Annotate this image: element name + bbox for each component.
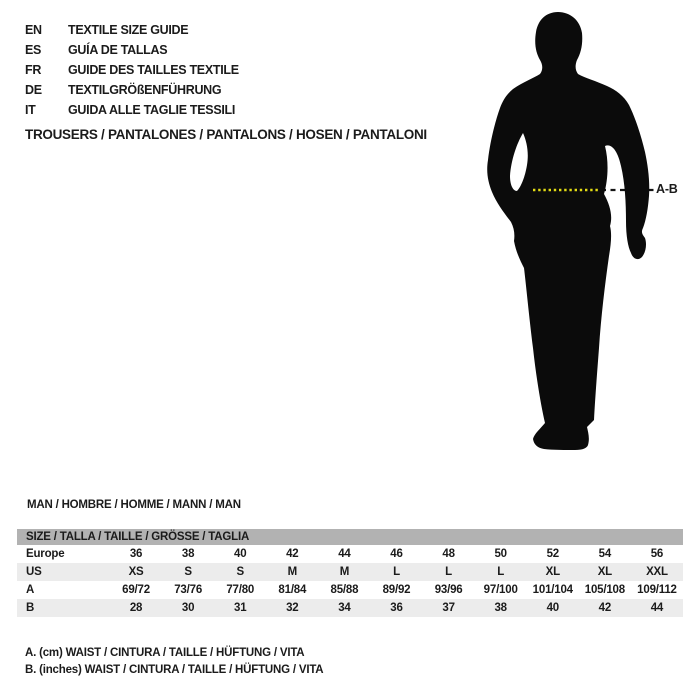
size-cell: 46 <box>390 548 403 560</box>
guide-title-fr: GUIDE DES TAILLES TEXTILE <box>68 63 239 77</box>
size-cell: 54 <box>598 548 612 560</box>
table-row-us <box>17 563 683 581</box>
size-cell: 101/104 <box>532 584 573 596</box>
size-cell: 42 <box>286 548 299 560</box>
measurement-label: A-B <box>656 182 678 196</box>
size-cell: 36 <box>390 602 403 614</box>
size-cell: 40 <box>234 548 247 560</box>
size-cell: 28 <box>129 602 143 614</box>
size-cell: 69/72 <box>122 584 150 596</box>
size-cell: 42 <box>598 602 612 614</box>
size-cell: 31 <box>234 602 247 614</box>
size-cell: 48 <box>442 548 455 560</box>
man-silhouette-shape <box>487 12 649 450</box>
size-cell: 36 <box>129 548 143 560</box>
size-cell: 52 <box>546 548 559 560</box>
lang-code: DE <box>25 83 42 97</box>
footnote-b: B. (inches) WAIST / CINTURA / TAILLE / HÜFTUNG / VITA <box>25 664 324 676</box>
man-back-silhouette-figure <box>480 0 700 470</box>
row-label: Europe <box>26 548 65 560</box>
row-label: B <box>26 602 35 614</box>
size-cell: 105/108 <box>584 584 625 596</box>
lang-code: ES <box>25 43 42 57</box>
guide-title-es: GUÍA DE TALLAS <box>68 43 168 57</box>
size-cell: 85/88 <box>330 584 359 596</box>
size-cell: 40 <box>546 602 559 614</box>
size-cell: 77/80 <box>226 584 255 596</box>
guide-title-de: TEXTILGRÖßENFÜHRUNG <box>68 83 222 97</box>
lang-row-de <box>25 80 239 100</box>
size-cell: 81/84 <box>278 584 307 596</box>
size-table <box>17 529 683 617</box>
size-cell: XL <box>545 566 560 578</box>
section-title-man: MAN / HOMBRE / HOMME / MANN / MAN <box>27 499 241 511</box>
size-cell: 50 <box>494 548 507 560</box>
guide-title-en: TEXTILE SIZE GUIDE <box>68 23 189 37</box>
table-row-b-inches <box>17 599 683 617</box>
size-cell: L <box>393 566 400 578</box>
size-cell: 34 <box>338 602 351 614</box>
size-cell: 32 <box>286 602 299 614</box>
size-cell: M <box>339 566 350 578</box>
size-cell: L <box>497 566 505 578</box>
category-title: TROUSERS / PANTALONES / PANTALONS / HOSEN / PANTALONI <box>25 127 427 142</box>
size-cell: 38 <box>181 548 195 560</box>
lang-row-it <box>25 100 239 120</box>
row-label: A <box>26 584 35 596</box>
size-cell: XL <box>597 566 612 578</box>
size-cell: 44 <box>338 548 351 560</box>
size-cell: 93/96 <box>434 584 463 596</box>
size-cell: 97/100 <box>483 584 518 596</box>
size-cell: XS <box>128 566 144 578</box>
size-cell: S <box>236 566 244 578</box>
lang-row-fr <box>25 60 239 80</box>
lang-code: IT <box>25 103 36 117</box>
size-cell: 44 <box>650 602 664 614</box>
size-cell: 89/92 <box>382 584 411 596</box>
size-table-header: SIZE / TALLA / TAILLE / GRÖSSE / TAGLIA <box>17 529 683 545</box>
size-cell: 30 <box>181 602 195 614</box>
size-cell: L <box>445 566 452 578</box>
row-label: US <box>26 566 42 578</box>
table-row-europe <box>17 545 683 563</box>
lang-code: EN <box>25 23 42 37</box>
measurement-footnotes <box>25 645 323 679</box>
table-row-a-cm <box>17 581 683 599</box>
size-cell: S <box>184 566 192 578</box>
size-cell: M <box>287 566 297 578</box>
size-cell: 73/76 <box>174 584 203 596</box>
size-cell: 38 <box>494 602 507 614</box>
size-cell: 56 <box>650 548 664 560</box>
lang-row-en <box>25 20 239 40</box>
size-cell: 109/112 <box>637 584 677 596</box>
footnote-a: A. (cm) WAIST / CINTURA / TAILLE / HÜFTUNG / VITA <box>25 647 305 659</box>
size-cell: XXL <box>646 566 668 578</box>
language-title-list <box>25 20 239 120</box>
lang-row-es <box>25 40 239 60</box>
guide-title-it: GUIDA ALLE TAGLIE TESSILI <box>68 103 236 117</box>
size-cell: 37 <box>442 602 455 614</box>
lang-code: FR <box>25 63 42 77</box>
